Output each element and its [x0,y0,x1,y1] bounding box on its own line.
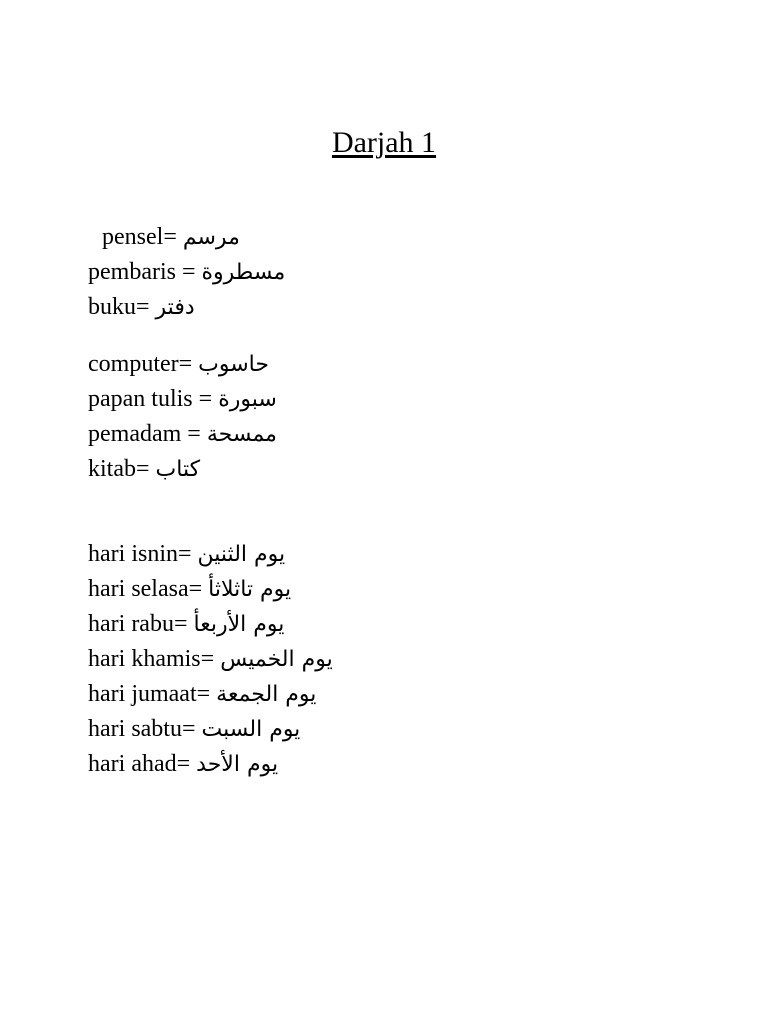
vocab-latin: pembaris = [88,259,196,285]
vocab-latin: hari khamis= [88,646,215,672]
vocab-arabic: ممسحة [206,422,277,447]
group-spacer [88,325,728,347]
vocab-latin: kitab= [88,456,150,482]
vocab-latin: hari sabtu= [88,716,196,742]
vocab-arabic: مرسم [182,225,240,250]
vocab-arabic: يوم الخميس [220,647,333,672]
vocab-latin: hari selasa= [88,576,203,602]
vocab-arabic: دفتر [155,295,195,320]
vocab-arabic: حاسوب [198,352,269,377]
vocab-latin: pemadam = [88,421,201,447]
vocab-entry [88,607,728,642]
vocab-entry [88,347,728,382]
vocab-latin: papan tulis = [88,386,213,412]
vocab-entry [88,255,728,290]
vocab-arabic: سبورة [218,387,277,412]
document-body [0,158,768,782]
classroom-objects-group-2 [88,347,728,487]
days-of-week-group [88,537,728,782]
vocab-entry [88,290,728,325]
vocab-entry [88,642,728,677]
vocab-entry [88,677,728,712]
vocab-entry [88,712,728,747]
vocab-entry [88,747,728,782]
vocab-entry [88,572,728,607]
vocab-entry [88,382,728,417]
vocab-entry [88,220,728,255]
vocab-arabic: كتاب [155,457,201,482]
vocab-latin: computer= [88,351,193,377]
vocab-entry [88,417,728,452]
page-title-text: Darjah 1 [331,126,437,159]
vocab-arabic: يوم تاثلاثأ [208,577,292,602]
vocab-entry [88,537,728,572]
vocab-arabic: مسطروة [201,260,286,285]
vocab-latin: pensel= [102,224,177,250]
vocab-latin: hari isnin= [88,541,192,567]
page-title [0,0,768,158]
vocab-latin: hari jumaat= [88,681,211,707]
vocab-arabic: يوم السبت [201,717,301,742]
vocab-arabic: يوم الجمعة [216,682,317,707]
vocab-latin: hari ahad= [88,751,191,777]
vocab-arabic: يوم الأحد [196,752,279,777]
vocab-arabic: يوم الأربعأ [193,612,285,637]
vocab-latin: buku= [88,294,150,320]
vocab-latin: hari rabu= [88,611,188,637]
group-spacer [88,487,728,537]
vocab-arabic: يوم الثنين [197,542,286,567]
vocab-entry [88,452,728,487]
classroom-objects-group-1 [88,220,728,325]
